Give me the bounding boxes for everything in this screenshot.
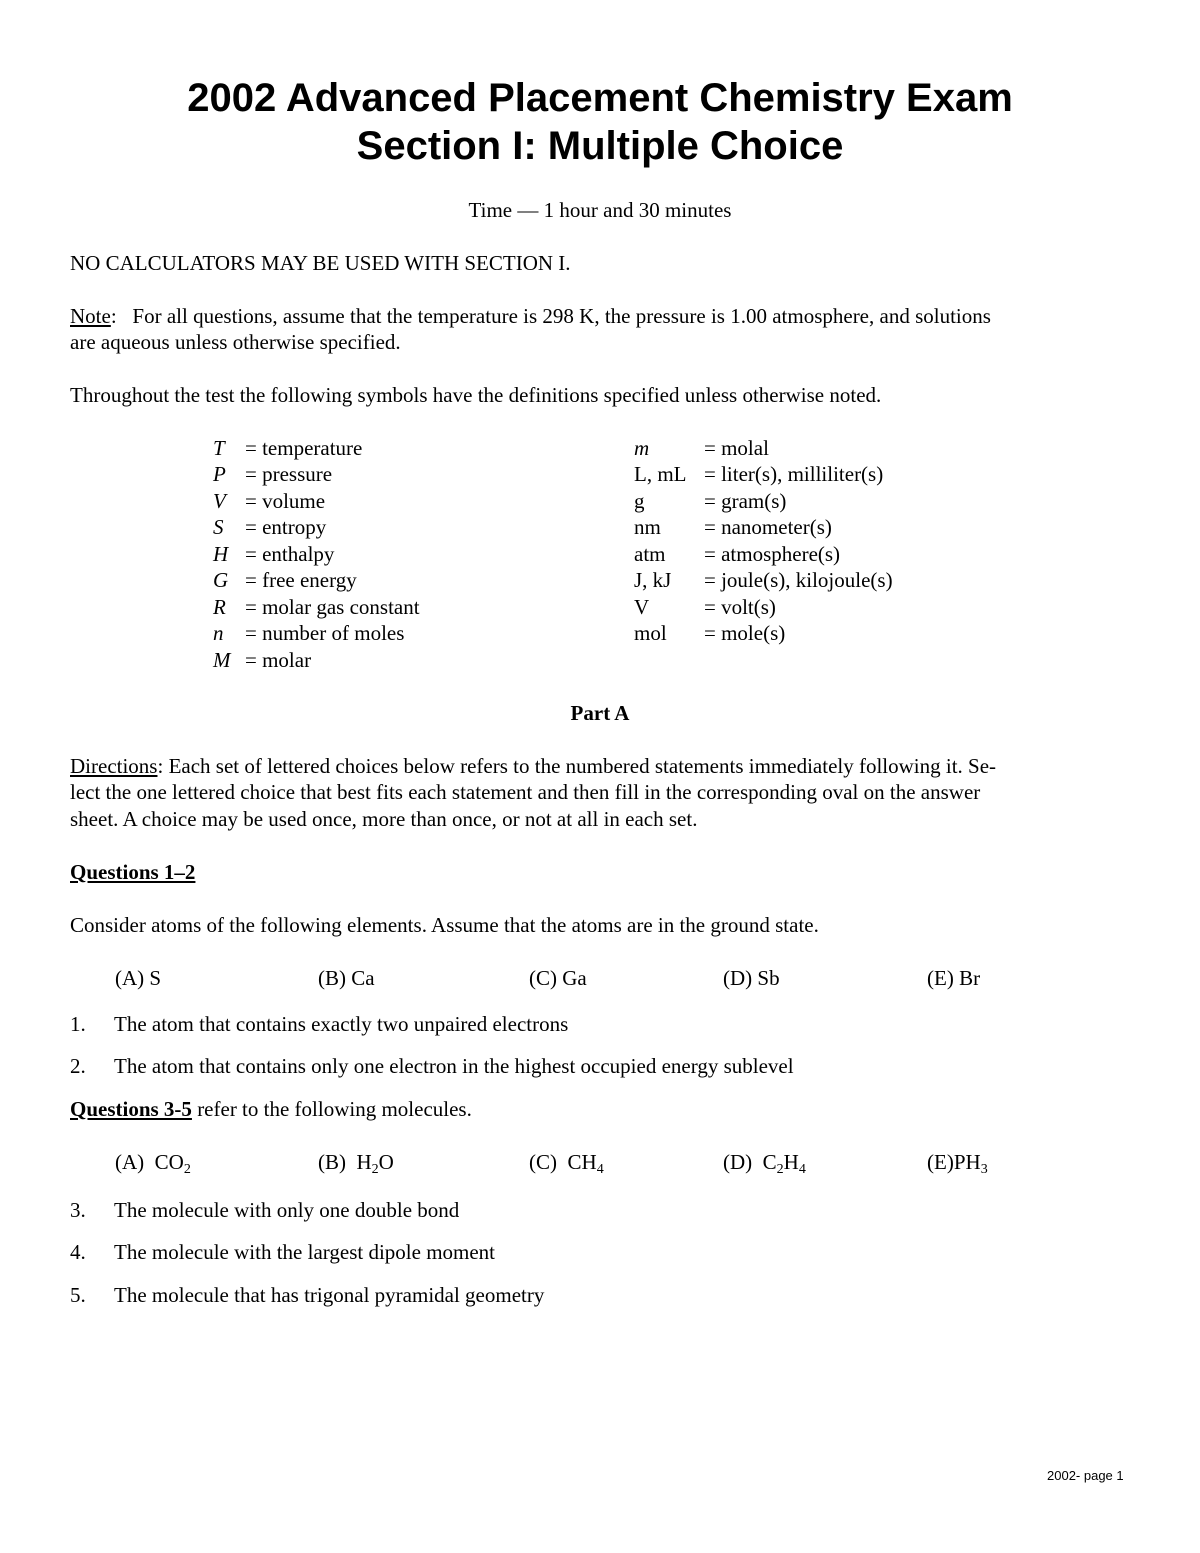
molecule-choice: [529, 1150, 604, 1175]
symbol-definition: = pressure: [245, 462, 333, 486]
directions-line-3: sheet. A choice may be used once, more than once, or not at all in each set.: [70, 807, 698, 831]
symbol-definition: = molar: [245, 648, 312, 672]
unit-symbol: J, kJ: [634, 568, 672, 592]
symbol: T: [213, 436, 225, 460]
unit-symbol: V: [634, 595, 650, 619]
unit-symbol: mol: [634, 621, 667, 645]
symbol: n: [213, 621, 224, 645]
unit-definition: = gram(s): [704, 489, 787, 513]
unit-symbol: L, mL: [634, 462, 687, 486]
unit-symbol: g: [634, 489, 645, 513]
molecule-choice: [927, 1150, 988, 1175]
questions-1-2-heading: Questions 1–2: [70, 860, 196, 884]
answer-choice: (B) Ca: [318, 966, 375, 990]
formula-part: O: [378, 1150, 394, 1174]
unit-definition: = volt(s): [704, 595, 776, 619]
question-item: [70, 1012, 568, 1037]
formula-subscript: 4: [798, 1162, 806, 1177]
symbol-row: [213, 621, 404, 646]
symbol-definition: = temperature: [245, 436, 363, 460]
formula-part: PH: [953, 1150, 981, 1174]
note-line-2: are aqueous unless otherwise specified.: [70, 330, 401, 354]
directions-line-2: lect the one lettered choice that best fits each statement and then fill in the corresponding oval on the answer: [70, 780, 981, 804]
questions-3-5-heading-line: [70, 1097, 472, 1122]
unit-row: [634, 621, 785, 646]
symbol: P: [213, 462, 226, 486]
page-subtitle: Section I: Multiple Choice: [356, 124, 844, 168]
no-calculators-notice: NO CALCULATORS MAY BE USED WITH SECTION I.: [70, 251, 571, 275]
unit-row: [634, 595, 776, 620]
symbol: V: [213, 489, 226, 513]
directions-text-1: : Each set of lettered choices below refers to the numbered statements immediately following it. Se-: [157, 754, 997, 778]
formula-subscript: 3: [980, 1162, 988, 1177]
symbol-row: [213, 595, 420, 620]
unit-row: [634, 462, 883, 487]
directions-label: Directions: [70, 754, 158, 778]
question-number: 3.: [70, 1198, 86, 1222]
questions-3-5-heading: Questions 3-5: [70, 1097, 192, 1121]
symbol-definition: = enthalpy: [245, 542, 335, 566]
question-item: [70, 1198, 459, 1223]
symbols-intro: Throughout the test the following symbols have the definitions specified unless otherwise noted.: [70, 383, 882, 407]
formula-part: C: [762, 1150, 777, 1174]
unit-definition: = atmosphere(s): [704, 542, 841, 566]
time-limit: Time — 1 hour and 30 minutes: [468, 198, 732, 222]
symbol-definition: = free energy: [245, 568, 357, 592]
question-number: 2.: [70, 1054, 86, 1078]
directions-line-1: [70, 754, 996, 779]
unit-row: [634, 515, 832, 540]
symbol: R: [213, 595, 226, 619]
unit-row: [634, 489, 786, 514]
part-a-heading: Part A: [570, 701, 630, 725]
choice-letter: (A): [115, 1150, 145, 1174]
formula-part: H: [356, 1150, 372, 1174]
choice-letter: (D): [723, 1150, 753, 1174]
note-label: Note: [70, 304, 111, 328]
unit-definition: = liter(s), milliliter(s): [704, 462, 884, 486]
symbol-row: [213, 568, 357, 593]
formula-part: CO: [154, 1150, 184, 1174]
molecule-choice: [115, 1150, 191, 1175]
unit-symbol: nm: [634, 515, 661, 539]
molecule-choice: [318, 1150, 394, 1175]
question-number: 4.: [70, 1240, 86, 1264]
symbol-row: [213, 462, 332, 487]
unit-symbol: m: [634, 436, 650, 460]
symbol-definition: = molar gas constant: [245, 595, 420, 619]
unit-row: [634, 542, 840, 567]
question-text: The atom that contains exactly two unpaired electrons: [114, 1012, 569, 1036]
question-number: 1.: [70, 1012, 86, 1036]
choice-letter: (E): [927, 1150, 954, 1174]
choice-letter: (B): [318, 1150, 346, 1174]
question-number: 5.: [70, 1283, 86, 1307]
symbol-definition: = volume: [245, 489, 326, 513]
formula-subscript: 2: [776, 1162, 784, 1177]
unit-row: [634, 568, 893, 593]
unit-definition: = mole(s): [704, 621, 786, 645]
symbol: S: [213, 515, 224, 539]
formula-part: CH: [567, 1150, 597, 1174]
symbol: G: [213, 568, 229, 592]
formula-subscript: 2: [371, 1162, 379, 1177]
question-item: [70, 1240, 495, 1265]
symbol-row: [213, 515, 326, 540]
unit-definition: = nanometer(s): [704, 515, 832, 539]
question-text: The atom that contains only one electron in the highest occupied energy sublevel: [114, 1054, 794, 1078]
unit-definition: = molal: [704, 436, 769, 460]
molecule-choice: [723, 1150, 806, 1175]
note-text-1: : For all questions, assume that the temperature is 298 K, the pressure is 1.00 atmosphere, and solutions: [110, 304, 991, 328]
unit-definition: = joule(s), kilojoule(s): [704, 568, 893, 592]
question-text: The molecule with only one double bond: [114, 1198, 460, 1222]
question-item: [70, 1283, 544, 1308]
choice-letter: (C): [529, 1150, 557, 1174]
question-item: [70, 1054, 794, 1079]
questions-3-5-intro: refer to the following molecules.: [191, 1097, 472, 1121]
formula-subscript: 4: [596, 1162, 604, 1177]
unit-row: [634, 436, 769, 461]
symbol-definition: = number of moles: [245, 621, 405, 645]
note-line-1: [70, 304, 991, 329]
answer-choice: (D) Sb: [723, 966, 780, 990]
answer-choice: (A) S: [115, 966, 162, 990]
question-text: The molecule that has trigonal pyramidal geometry: [114, 1283, 545, 1307]
symbol: M: [213, 648, 231, 672]
symbol-row: [213, 648, 311, 673]
symbol-row: [213, 489, 325, 514]
formula-subscript: 2: [183, 1162, 191, 1177]
questions-1-2-intro: Consider atoms of the following elements. Assume that the atoms are in the ground state.: [70, 913, 819, 937]
symbol: H: [213, 542, 229, 566]
symbol-row: [213, 436, 362, 461]
symbol-definition: = entropy: [245, 515, 327, 539]
formula-part: H: [783, 1150, 799, 1174]
unit-symbol: atm: [634, 542, 666, 566]
page-number: 2002- page 1: [1047, 1468, 1124, 1483]
symbol-row: [213, 542, 334, 567]
question-text: The molecule with the largest dipole moment: [114, 1240, 496, 1264]
answer-choice: (E) Br: [927, 966, 981, 990]
page-title: 2002 Advanced Placement Chemistry Exam: [187, 76, 1013, 120]
answer-choice: (C) Ga: [529, 966, 587, 990]
